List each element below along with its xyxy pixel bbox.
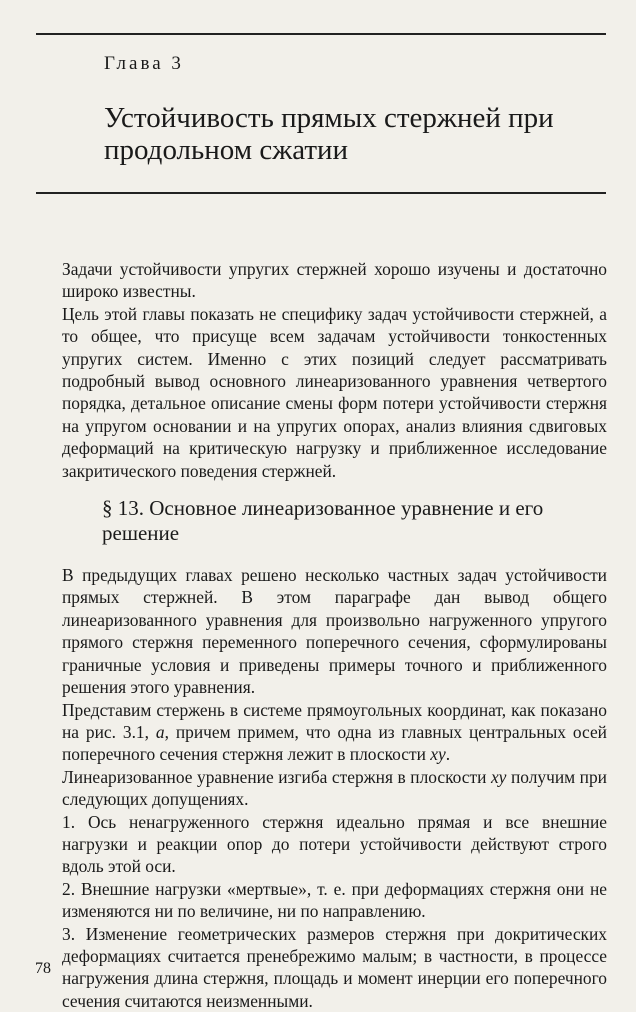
figure-ref: а	[155, 721, 165, 742]
top-rule	[36, 33, 606, 35]
paragraph-1: В предыдущих главах решено несколько частных задач устойчивости прямых стержней. В этом параграфе дан вывод общего линеаризованного уравнения для произвольно нагруженного упругого прямого стержня переменного поперечного сечения, сформулированы граничные условия и приведены примеры точного и приближенного решения этого уравнения.	[62, 565, 607, 698]
paragraph-2	[62, 699, 607, 766]
paragraph-3-text-a: Линеаризованное уравнение изгиба стержня в плоскости	[62, 766, 491, 787]
variable-xy: xy	[430, 744, 446, 765]
assumption-3: 3. Изменение геометрических размеров стержня при докритических деформациях считается пренебрежимо малым; в частности, в процессе нагружения длина стержня, площадь и момент инерции его поперечного сечения считаются неизменными.	[62, 923, 607, 1011]
intro-paragraph-1: Задачи устойчивости упругих стержней хорошо изучены и достаточно широко известны.	[62, 259, 607, 302]
paragraph-3-text-b: получим при следующих допущениях.	[62, 766, 607, 810]
paragraph-2-text-b: , причем примем, что одна из главных центральных осей поперечного сечения стержня лежит в плоскости	[62, 721, 607, 765]
intro-paragraph-2: Цель этой главы показать не специфику задач устойчивости стержней, а то общее, что присуще всем задачам устойчивости тонкостенных упругих систем. Именно с этих позиций следует рассматривать подробный вывод основного линеаризованного уравнения четвертого порядка, детальное описание смены форм потери устойчивости стержня на упругом основании и на упругих опорах, анализ влияния сдвиговых деформаций на критическую нагрузку и приближенное исследование закритического поведения стержней.	[62, 303, 607, 481]
bottom-rule	[36, 192, 606, 194]
variable-xy: xy	[490, 766, 507, 787]
chapter-title: Устойчивость прямых стержней при продольном сжатии	[104, 102, 554, 166]
paragraph-2-text-end: .	[445, 744, 451, 765]
page-number: 78	[35, 960, 51, 977]
section-heading: § 13. Основное линеаризованное уравнение и его решение	[102, 496, 544, 546]
paragraph-3	[62, 766, 607, 811]
paragraph-2-text-a: Представим стержень в системе прямоугольных координат, как показано на рис. 3.1,	[62, 699, 607, 742]
page-body	[62, 258, 607, 1012]
assumption-1: 1. Ось ненагруженного стержня идеально прямая и все внешние нагрузки и реакции опор до потери устойчивости действуют строго вдоль этой оси.	[62, 811, 607, 877]
assumption-2: 2. Внешние нагрузки «мертвые», т. е. при деформациях стержня они не изменяются ни по величине, ни по направлению.	[62, 878, 607, 922]
chapter-label: Глава 3	[104, 53, 184, 74]
